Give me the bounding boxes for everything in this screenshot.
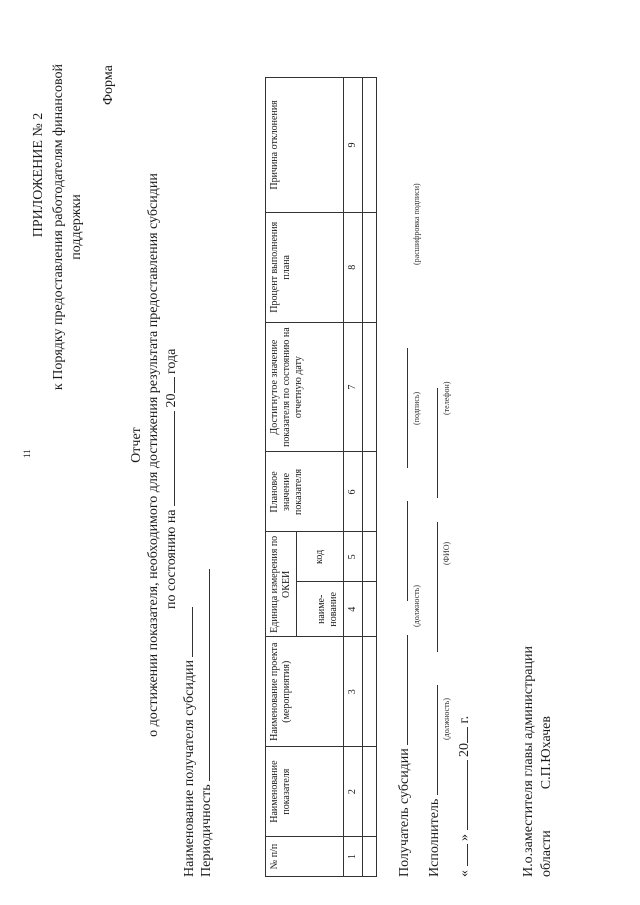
footer-line-2 [538,716,555,877]
header-col-6: Плановое значение показателя [266,452,344,532]
exec-position-caption: (должность) [442,698,451,740]
header-col-4: наиме-нование [297,582,344,637]
date-blank[interactable] [162,411,175,506]
col-number: 8 [344,212,363,322]
header-col-9: Причина отклонения [266,78,344,213]
executor-label: Исполнитель [427,798,442,877]
col-number: 4 [344,582,363,637]
report-subtitle: о достижении показателя, необходимого для достижения результата предоставления субсидии [146,173,161,737]
fio-caption: (ФИО) [442,541,451,565]
signature-date-line [455,716,473,877]
day-blank[interactable] [455,845,468,867]
recipient-signature-blank[interactable] [395,501,408,601]
col-number: 1 [344,837,363,877]
month-blank[interactable] [455,761,468,831]
footer-line-1: И.о.заместителя главы администрации [521,646,536,877]
position-caption: (должность) [412,585,421,627]
recipient-name-field [180,607,198,877]
periodicity-blank[interactable] [197,569,210,781]
recipient-signature-line [395,348,413,877]
date-close-quote: » [457,834,472,841]
executor-phone-blank[interactable] [425,388,438,498]
date-year-prefix: 20 [457,743,472,757]
year-blank[interactable] [162,377,175,393]
date-open-quote: « [457,870,472,877]
date-year: 20 [164,393,179,408]
executor-signature-line [425,388,443,877]
recipient-name-label: Наименование получателя субсидии [182,660,197,877]
signature-caption: (подпись) [412,391,421,425]
header-col-3: Наименование проекта (мероприятия) [266,637,344,747]
report-table [265,77,377,877]
executor-position-blank[interactable] [425,685,438,795]
recipient-decoding-blank[interactable] [395,348,408,468]
appendix-line-2: поддержки [69,194,84,260]
periodicity-field [197,569,215,877]
footer-signatory: С.П.Юхачев [539,716,554,790]
footer-region: области [539,830,554,877]
table-row[interactable] [363,78,377,877]
recipient-name-blank[interactable] [180,607,193,657]
appendix-line-1: к Порядку предоставления работодателям финансовой [51,63,66,391]
appendix-heading: ПРИЛОЖЕНИЕ № 2 [31,112,46,238]
date-prefix: по состоянию на [164,509,179,609]
col-number: 5 [344,532,363,582]
phone-caption: (телефон) [442,381,451,415]
table-header-row [266,78,297,877]
col-number: 2 [344,747,363,837]
header-col-8: Процент выполнения плана [266,212,344,322]
recipient-label: Получатель субсидии [397,748,412,877]
header-col-45: Единица измерения по ОКЕИ [266,532,297,637]
header-col-5: код [297,532,344,582]
table-number-row [344,78,363,877]
col-number: 6 [344,452,363,532]
report-date-line [162,349,180,609]
form-label: Форма [101,65,116,105]
recipient-position-blank[interactable] [395,635,408,745]
header-col-7: Достигнутое значение показателя по состоянию на отчетную дату [266,322,344,452]
decoding-caption: (расшифровка подписи) [412,183,421,265]
col-number: 3 [344,637,363,747]
header-col-2: Наименование показателя [266,747,344,837]
periodicity-label: Периодичность [199,784,214,877]
col-number: 7 [344,322,363,452]
date-suffix: года [164,348,179,374]
report-title: Отчет [129,427,144,463]
header-col-1: № п/п [266,837,344,877]
date-year-suffix: г. [457,715,472,724]
page-number: 11 [22,449,32,458]
col-number: 9 [344,78,363,213]
signature-year-blank[interactable] [455,727,468,743]
executor-fio-blank[interactable] [425,522,438,652]
